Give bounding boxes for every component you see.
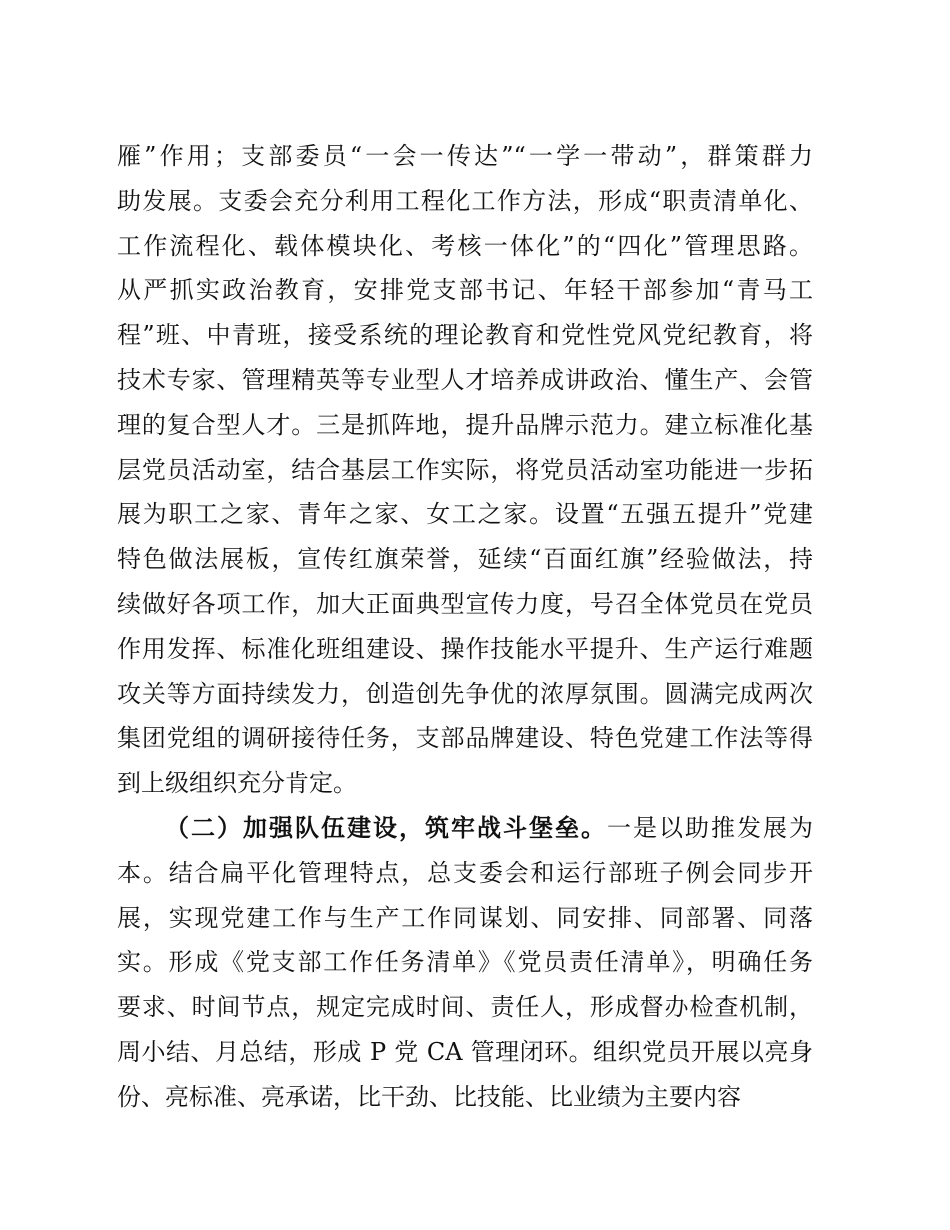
paragraph-line: 展为职工之家、青年之家、女工之家。设置“五强五提升”党建 bbox=[117, 500, 813, 529]
paragraph-line: 要求、时间节点，规定完成时间、责任人，形成督办检查机制， bbox=[117, 993, 813, 1022]
paragraph-line: 层党员活动室，结合基层工作实际，将党员活动室功能进一步拓 bbox=[117, 455, 813, 484]
paragraph-line: 展，实现党建工作与生产工作同谋划、同安排、同部署、同落 bbox=[117, 903, 813, 932]
paragraph-line: 到上级组织充分肯定。 bbox=[117, 769, 357, 798]
paragraph-line: 集团党组的调研接待任务，支部品牌建设、特色党建工作法等得 bbox=[117, 724, 813, 753]
paragraph-line: 理的复合型人才。三是抓阵地，提升品牌示范力。建立标准化基 bbox=[117, 410, 813, 439]
paragraph-line: 本。结合扁平化管理特点，总支委会和运行部班子例会同步开 bbox=[117, 858, 813, 887]
paragraph-line: 程”班、中青班，接受系统的理论教育和党性党风党纪教育，将 bbox=[117, 321, 813, 350]
paragraph-line: 份、亮标准、亮承诺，比干劲、比技能、比业绩为主要内容 bbox=[117, 1082, 741, 1111]
section-heading-line bbox=[117, 806, 813, 851]
paragraph-line: 实。形成《党支部工作任务清单》《党员责任清单》，明确任务 bbox=[117, 948, 813, 977]
paragraph-line: 特色做法展板，宣传红旗荣誉，延续“百面红旗”经验做法，持 bbox=[117, 545, 813, 574]
paragraph-line: 攻关等方面持续发力，创造创先争优的浓厚氛围。圆满完成两次 bbox=[117, 679, 813, 708]
paragraph-line: 雁”作用；支部委员“一会一传达”“一学一带动”，群策群力 bbox=[117, 142, 813, 170]
section-heading-rest: 一是以助推发展为 bbox=[607, 813, 813, 842]
paragraph-line: 周小结、月总结，形成 P 党 CA 管理闭环。组织党员开展以亮身 bbox=[117, 1037, 813, 1066]
paragraph-line: 从严抓实政治教育，安排党支部书记、年轻干部参加“青马工 bbox=[117, 276, 813, 305]
paragraph-line: 技术专家、管理精英等专业型人才培养成讲政治、懂生产、会管 bbox=[117, 365, 813, 394]
document-body bbox=[117, 134, 813, 1120]
paragraph-line: 工作流程化、载体模块化、考核一体化”的“四化”管理思路。 bbox=[117, 231, 813, 260]
section-heading: （二）加强队伍建设，筑牢战斗堡垒。 bbox=[165, 812, 607, 842]
paragraph-line: 作用发挥、标准化班组建设、操作技能水平提升、生产运行难题 bbox=[117, 634, 813, 663]
paragraph-line: 续做好各项工作，加大正面典型宣传力度，号召全体党员在党员 bbox=[117, 589, 813, 618]
paragraph-line: 助发展。支委会充分利用工程化工作方法，形成“职责清单化、 bbox=[117, 186, 813, 215]
